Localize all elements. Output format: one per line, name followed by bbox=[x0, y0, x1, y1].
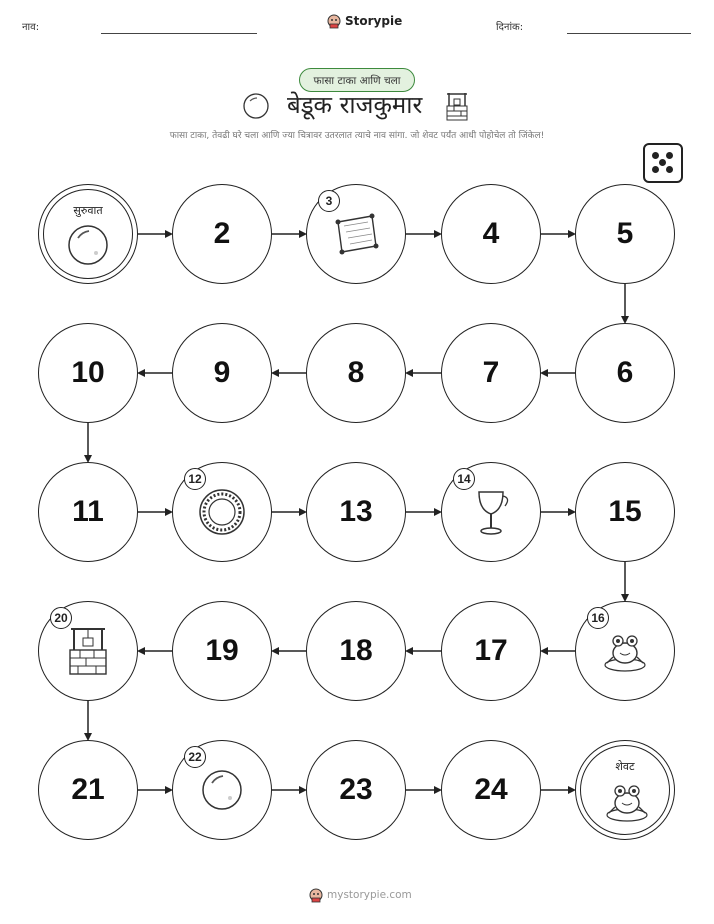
board-space-start bbox=[38, 184, 138, 284]
board-space-21 bbox=[38, 740, 138, 840]
space-number: 11 bbox=[72, 495, 104, 528]
plate-icon bbox=[197, 487, 247, 541]
space-number: 7 bbox=[482, 356, 500, 389]
board-space-23 bbox=[306, 740, 406, 840]
pearl-ball-icon bbox=[66, 223, 110, 271]
space-number: 13 bbox=[339, 495, 373, 528]
space-number-badge: 16 bbox=[587, 607, 609, 629]
storypie-mascot-icon bbox=[309, 887, 323, 903]
space-number-badge: 20 bbox=[50, 607, 72, 629]
space-number: 5 bbox=[616, 217, 634, 250]
board-space-13 bbox=[306, 462, 406, 562]
board-space-5 bbox=[575, 184, 675, 284]
board-space-6 bbox=[575, 323, 675, 423]
instructions: फासा टाका, तेवढी घरे चला आणि ज्या चित्रावर उतरलात त्याचे नाव सांगा. जो शेवट पर्यंत आधी पोहोचेल तो जिंकेल! bbox=[169, 131, 545, 141]
space-number-badge: 3 bbox=[318, 190, 340, 212]
space-number: 4 bbox=[482, 217, 500, 250]
brand-name: Storypie bbox=[345, 14, 403, 28]
space-number: 18 bbox=[339, 634, 373, 667]
board-space-7 bbox=[441, 323, 541, 423]
game-type-badge: फासा टाका आणि चला bbox=[299, 68, 415, 92]
board-space-18 bbox=[306, 601, 406, 701]
space-number: 6 bbox=[616, 356, 634, 389]
space-number: 2 bbox=[213, 217, 231, 250]
space-number-badge: 12 bbox=[184, 468, 206, 490]
well-icon bbox=[66, 624, 110, 682]
footer bbox=[309, 887, 412, 903]
board-space-10 bbox=[38, 323, 138, 423]
date-label: दिनांक: bbox=[496, 22, 524, 33]
pearl-ball-icon bbox=[200, 768, 244, 816]
board-space-2 bbox=[172, 184, 272, 284]
board-space-finish bbox=[575, 740, 675, 840]
space-number: 15 bbox=[608, 495, 642, 528]
board-space-19 bbox=[172, 601, 272, 701]
space-number: 24 bbox=[474, 773, 508, 806]
space-number: 21 bbox=[71, 773, 105, 806]
space-number: 19 bbox=[205, 634, 239, 667]
space-label: शेवट bbox=[615, 760, 635, 773]
goblet-icon bbox=[469, 484, 513, 544]
board-space-8 bbox=[306, 323, 406, 423]
board-space-17 bbox=[441, 601, 541, 701]
space-number-badge: 14 bbox=[453, 468, 475, 490]
name-label: नाव: bbox=[22, 22, 40, 33]
board-space-11 bbox=[38, 462, 138, 562]
cushion-icon bbox=[328, 210, 384, 262]
board-space-9 bbox=[172, 323, 272, 423]
space-number: 9 bbox=[213, 356, 231, 389]
board-space-15 bbox=[575, 462, 675, 562]
footer-url: mystorypie.com bbox=[327, 889, 412, 901]
frog-icon bbox=[603, 779, 651, 827]
board-space-24 bbox=[441, 740, 541, 840]
board-space-4 bbox=[441, 184, 541, 284]
space-label: सुरुवात bbox=[73, 204, 103, 217]
space-number-badge: 22 bbox=[184, 746, 206, 768]
space-number: 8 bbox=[347, 356, 365, 389]
page-title: बेडूक राजकुमार bbox=[287, 91, 423, 119]
space-number: 23 bbox=[339, 773, 373, 806]
space-number: 10 bbox=[71, 356, 105, 389]
frog-icon bbox=[601, 629, 649, 677]
space-number: 17 bbox=[474, 634, 508, 667]
